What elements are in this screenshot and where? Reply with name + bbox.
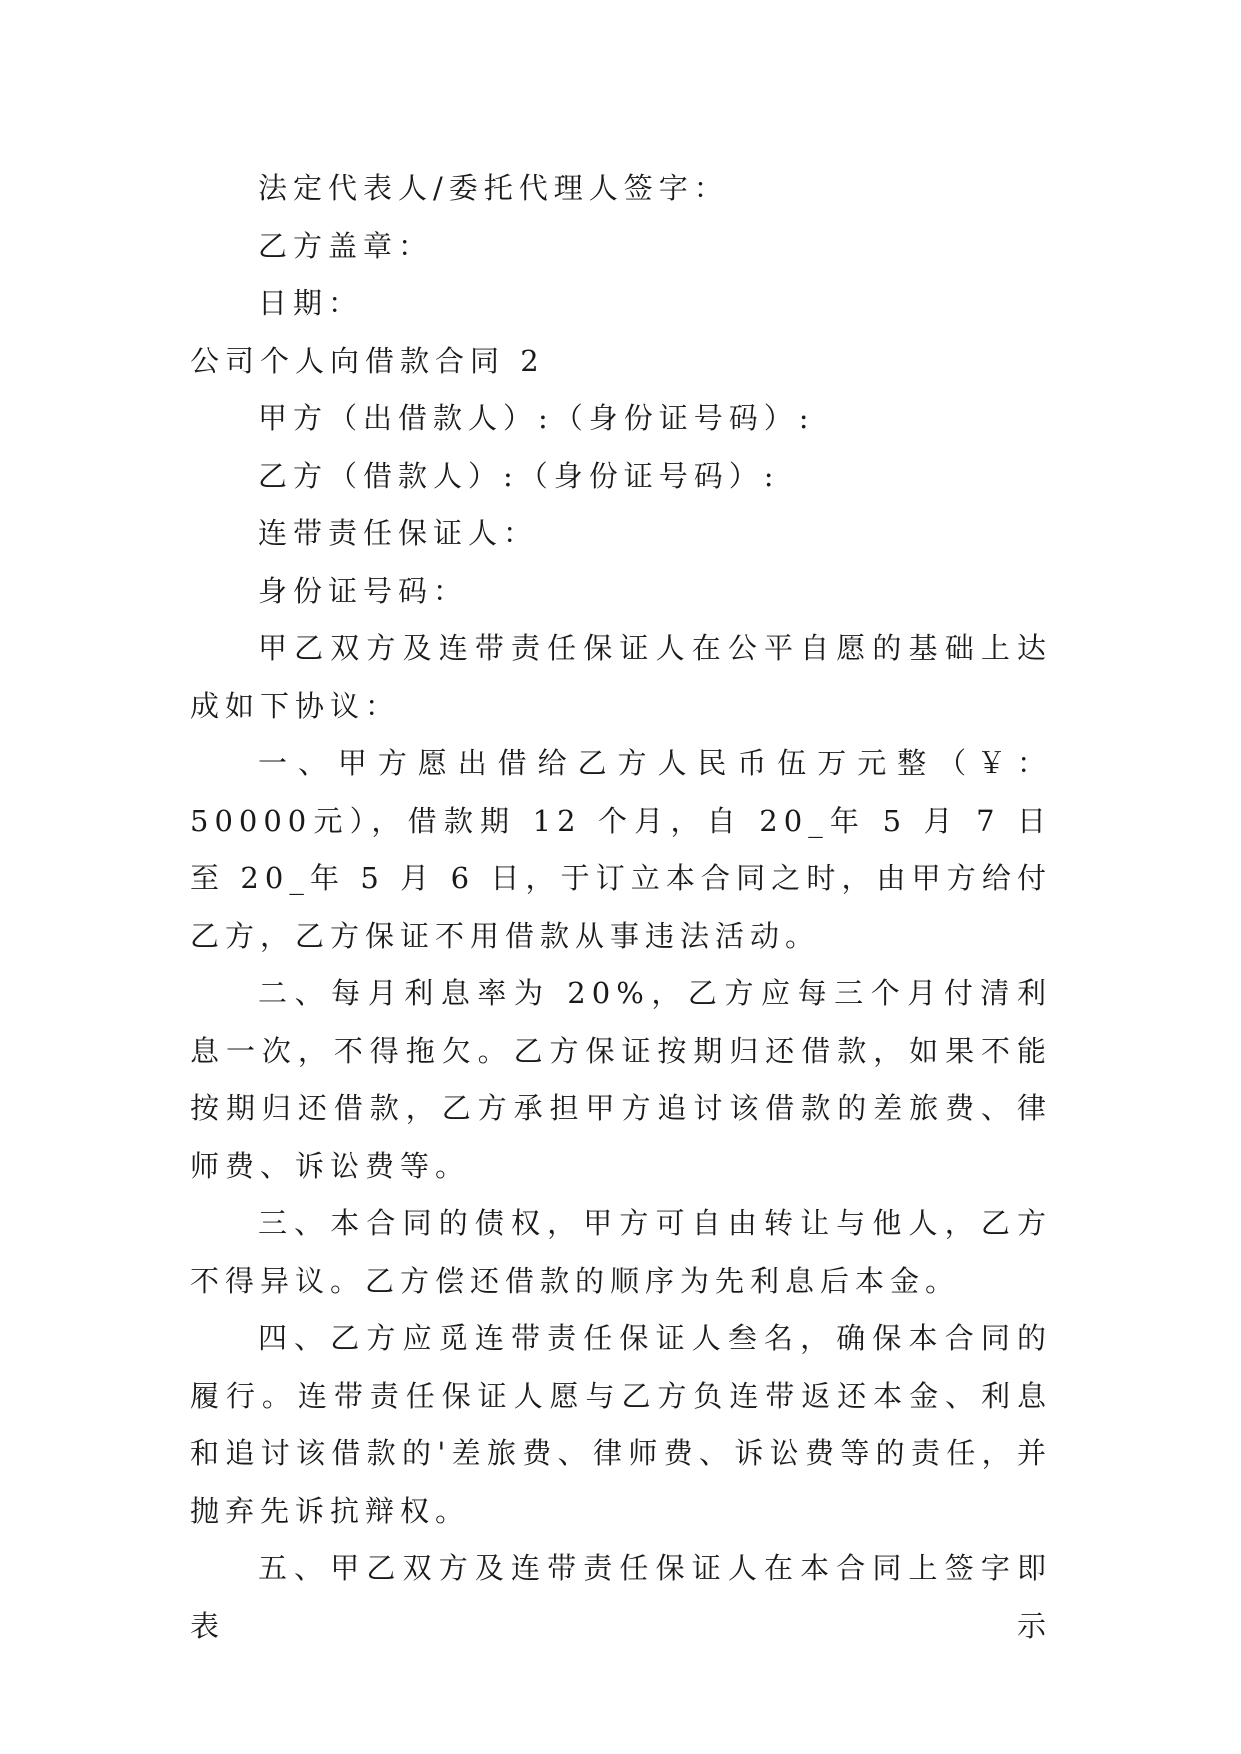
- clause-1: 一、甲方愿出借给乙方人民币伍万元整（￥：50000元），借款期 12 个月，自 20_年 5 月 7 日至 20_年 5 月 6 日，于订立本合同之时，由甲方给付乙方，乙方保证不用借款从事违法活动。: [190, 746, 1052, 953]
- clause-4: 四、乙方应觅连带责任保证人叁名，确保本合同的履行。连带责任保证人愿与乙方负连带返还本金、利息和追讨该借款的'差旅费、律师费、诉讼费等的责任，并抛弃先诉抗辩权。: [190, 1321, 1052, 1528]
- clause-5-partial: 五、甲乙双方及连带责任保证人在本合同上签字即表示: [190, 1551, 1052, 1643]
- clause-3: 三、本合同的债权，甲方可自由转让与他人，乙方不得异议。乙方偿还借款的顺序为先利息后本金。: [190, 1206, 1052, 1298]
- signature-line: 法定代表人/委托代理人签字：: [258, 171, 729, 205]
- contract-title: 公司个人向借款合同 2: [190, 343, 545, 378]
- date-line: 日期：: [258, 286, 364, 320]
- document-body: [190, 160, 1052, 1655]
- party-a-line: 甲方（出借款人）:（身份证号码）:: [258, 401, 815, 435]
- id-number-line: 身份证号码：: [258, 573, 469, 608]
- agreement-intro: 甲乙双方及连带责任保证人在公平自愿的基础上达成如下协议：: [190, 631, 1052, 723]
- party-b-seal-line: 乙方盖章：: [258, 228, 434, 263]
- clause-2: 二、每月利息率为 20%，乙方应每三个月付清利息一次，不得拖欠。乙方保证按期归还借款，如果不能按期归还借款，乙方承担甲方追讨该借款的差旅费、律师费、诉讼费等。: [190, 976, 1052, 1183]
- party-b-line: 乙方（借款人）:（身份证号码）:: [258, 458, 780, 493]
- guarantor-line: 连带责任保证人：: [258, 516, 539, 550]
